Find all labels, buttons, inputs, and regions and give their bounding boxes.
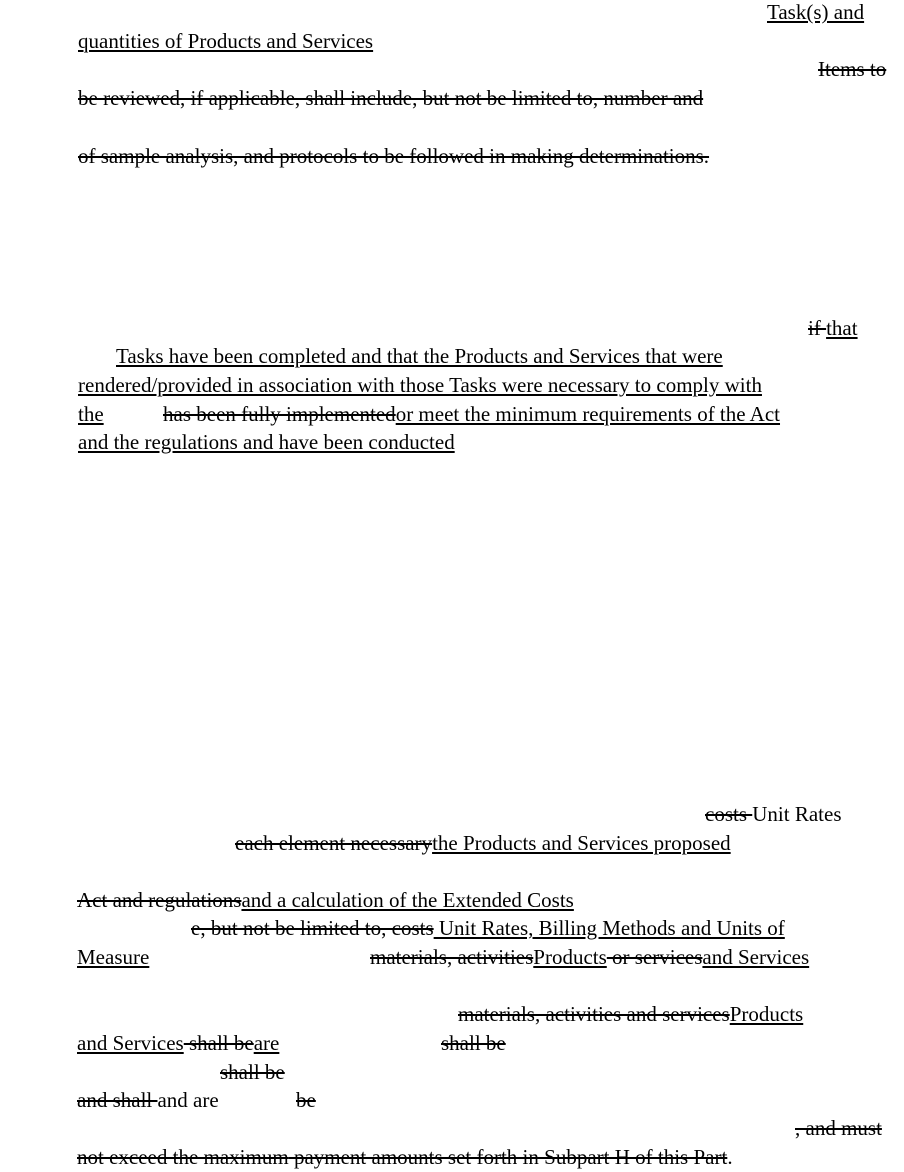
text-line [370, 945, 809, 969]
text-line [77, 1088, 219, 1112]
text-line [163, 402, 780, 426]
text-line [808, 316, 858, 340]
text-fragment: rendered/provided in association with those Tasks were necessary to comply with [78, 373, 762, 397]
text-fragment: be [296, 1088, 316, 1112]
text-fragment: Unit Rates [752, 802, 842, 826]
text-fragment: if [808, 316, 827, 340]
text-fragment: are [253, 1031, 280, 1055]
text-fragment: e, but not be limited to, costs [191, 916, 434, 940]
text-fragment: . [727, 1145, 733, 1169]
text-fragment: or meet the minimum requirements of the Act [395, 402, 781, 426]
text-fragment: be reviewed, if applicable, shall include, but not be limited to, number and [78, 86, 704, 110]
text-fragment: shall be [183, 1031, 254, 1055]
text-line [191, 916, 785, 940]
text-fragment: Unit Rates, Billing Methods and Units of [433, 916, 785, 940]
text-fragment: and Services [77, 1031, 184, 1055]
text-fragment: and the regulations and have been conducted [78, 430, 455, 454]
text-fragment: and Services [702, 945, 810, 969]
text-fragment: the Products and Services proposed [432, 831, 731, 855]
text-fragment: payment amounts set forth in Subpart H of this Part [288, 1145, 728, 1169]
text-line [705, 802, 842, 826]
text-line [77, 888, 574, 912]
text-fragment: has been fully implemented [163, 402, 396, 426]
text-fragment: Items to [818, 57, 887, 81]
text-line [77, 1031, 279, 1055]
text-fragment: not exceed the maximum [77, 1145, 289, 1169]
text-fragment: and are [157, 1088, 219, 1112]
text-fragment: shall be [441, 1031, 506, 1055]
text-fragment: Tasks have been completed and that the Products and Services that were [116, 344, 723, 368]
text-fragment: and shall [77, 1088, 158, 1112]
text-line [77, 1145, 733, 1169]
text-fragment: materials, activities [370, 945, 534, 969]
text-fragment: of sample analysis, and protocols to be followed in making determinations. [78, 144, 710, 168]
text-fragment: and a calculation of the Extended Costs [241, 888, 574, 912]
text-fragment: shall be [220, 1060, 285, 1084]
text-fragment: Task(s) and [767, 0, 865, 24]
text-fragment: quantities of Products and Services [78, 29, 374, 53]
text-line [235, 831, 731, 855]
text-fragment: Measure [77, 945, 150, 969]
text-fragment: Products [729, 1002, 804, 1026]
text-fragment: Act and regulations [77, 888, 242, 912]
text-fragment: materials, activities and services [458, 1002, 730, 1026]
text-fragment: each element necessary [235, 831, 433, 855]
text-fragment: that [826, 316, 858, 340]
text-line [458, 1002, 803, 1026]
text-fragment: Products [533, 945, 607, 969]
text-fragment: the [78, 402, 104, 426]
text-fragment: , and must [795, 1116, 882, 1140]
text-fragment: costs [705, 802, 753, 826]
text-fragment: or services [606, 945, 703, 969]
